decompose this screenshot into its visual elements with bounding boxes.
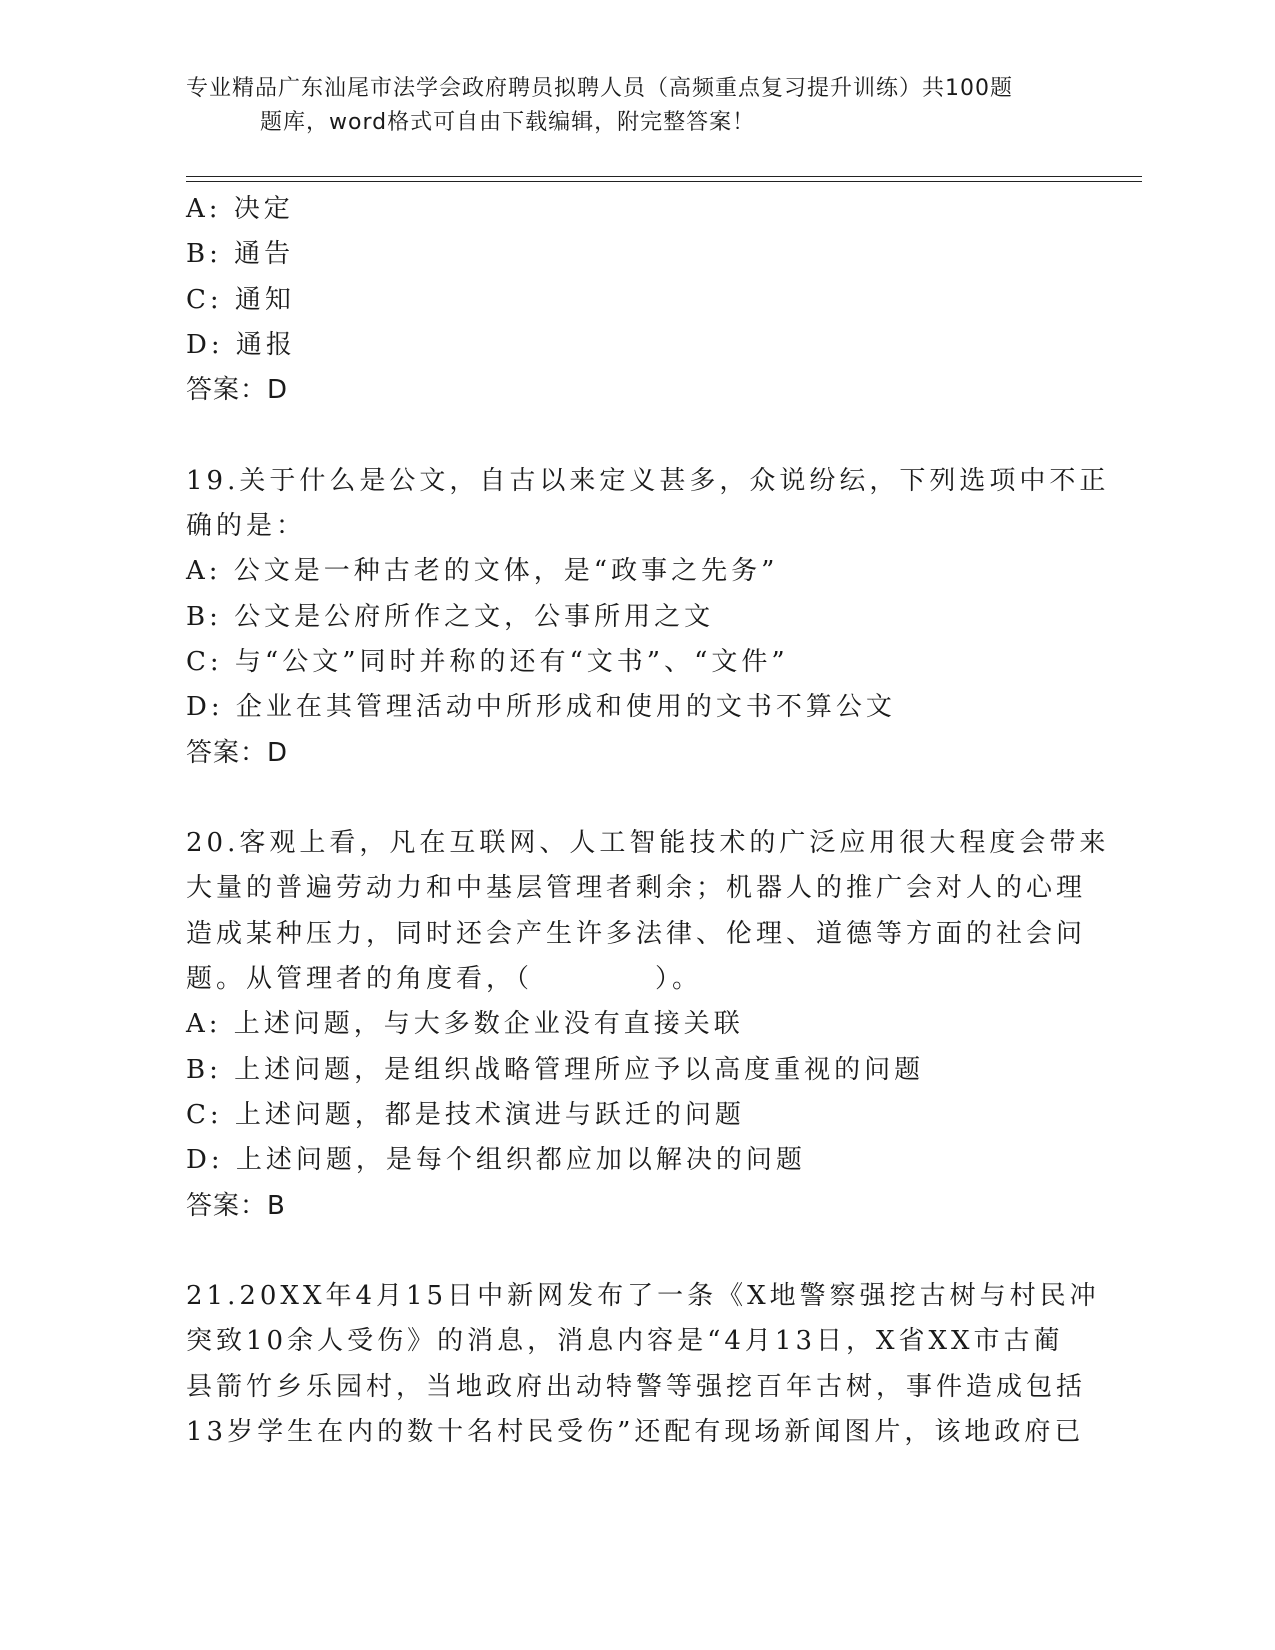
option-c: C: 上述问题，都是技术演进与跃迁的问题 bbox=[186, 1099, 745, 1130]
page-header bbox=[186, 72, 1086, 140]
option-a: A: 上述问题，与大多数企业没有直接关联 bbox=[186, 1009, 744, 1040]
question-content bbox=[186, 187, 1110, 1455]
answer: 答案：D bbox=[186, 737, 289, 768]
question-20 bbox=[186, 821, 1110, 1229]
option-b: B: 上述问题，是组织战略管理所应予以高度重视的问题 bbox=[186, 1054, 925, 1085]
answer: 答案：B bbox=[186, 1190, 286, 1221]
question-text-line: 突致10余人受伤》的消息，消息内容是“4月13日，X省XX市古蔺 bbox=[186, 1326, 1064, 1357]
header-divider-bottom bbox=[186, 181, 1142, 182]
option-a: A: 公文是一种古老的文体，是“政事之先务” bbox=[186, 556, 779, 587]
option-d: D: 企业在其管理活动中所形成和使用的文书不算公文 bbox=[186, 692, 896, 723]
option-d: D: 通报 bbox=[186, 329, 296, 360]
question-text-line: 19.关于什么是公文，自古以来定义甚多，众说纷纭，下列选项中不正 bbox=[186, 465, 1110, 496]
question-text-line: 13岁学生在内的数十名村民受伤”还配有现场新闻图片，该地政府已 bbox=[186, 1417, 1085, 1448]
question-text-line: 确的是： bbox=[186, 511, 307, 542]
option-a: A: 决定 bbox=[186, 194, 294, 224]
header-divider-top bbox=[186, 176, 1142, 177]
question-18 bbox=[186, 187, 1086, 413]
question-19 bbox=[186, 459, 1110, 776]
question-text-line: 20.客观上看，凡在互联网、人工智能技术的广泛应用很大程度会带来 bbox=[186, 828, 1110, 859]
question-text-line: 县箭竹乡乐园村，当地政府出动特警等强挖百年古树，事件造成包括 bbox=[186, 1371, 1087, 1402]
question-text-start: 题。从管理者的角度看，（ bbox=[186, 964, 534, 995]
header-title-line-2: 题库，word格式可自由下载编辑，附完整答案！ bbox=[260, 110, 756, 135]
answer: 答案：D bbox=[186, 375, 289, 406]
spacer bbox=[186, 1229, 1086, 1274]
option-b: B: 通告 bbox=[186, 239, 295, 270]
spacer bbox=[186, 776, 1086, 821]
option-b: B: 公文是公府所作之文，公事所用之文 bbox=[186, 601, 715, 632]
option-c: C: 与“公文”同时并称的还有“文书”、“文件” bbox=[186, 646, 789, 677]
question-text-line: 21.20XX年4月15日中新网发布了一条《X地警察强挖古树与村民冲 bbox=[186, 1281, 1100, 1312]
spacer bbox=[186, 413, 1086, 458]
header-title-line-1: 专业精品广东汕尾市法学会政府聘员拟聘人员（高频重点复习提升训练）共100题 bbox=[186, 76, 1013, 101]
option-c: C: 通知 bbox=[186, 284, 295, 315]
question-text-line: 造成某种压力，同时还会产生许多法律、伦理、道德等方面的社会问 bbox=[186, 918, 1087, 949]
question-text-end: ）。 bbox=[655, 964, 703, 995]
question-21 bbox=[186, 1274, 1100, 1455]
question-text-line: 大量的普遍劳动力和中基层管理者剩余；机器人的推广会对人的心理 bbox=[186, 873, 1087, 904]
option-d: D: 上述问题，是每个组织都应加以解决的问题 bbox=[186, 1145, 806, 1176]
question-text-line bbox=[186, 957, 1086, 1002]
